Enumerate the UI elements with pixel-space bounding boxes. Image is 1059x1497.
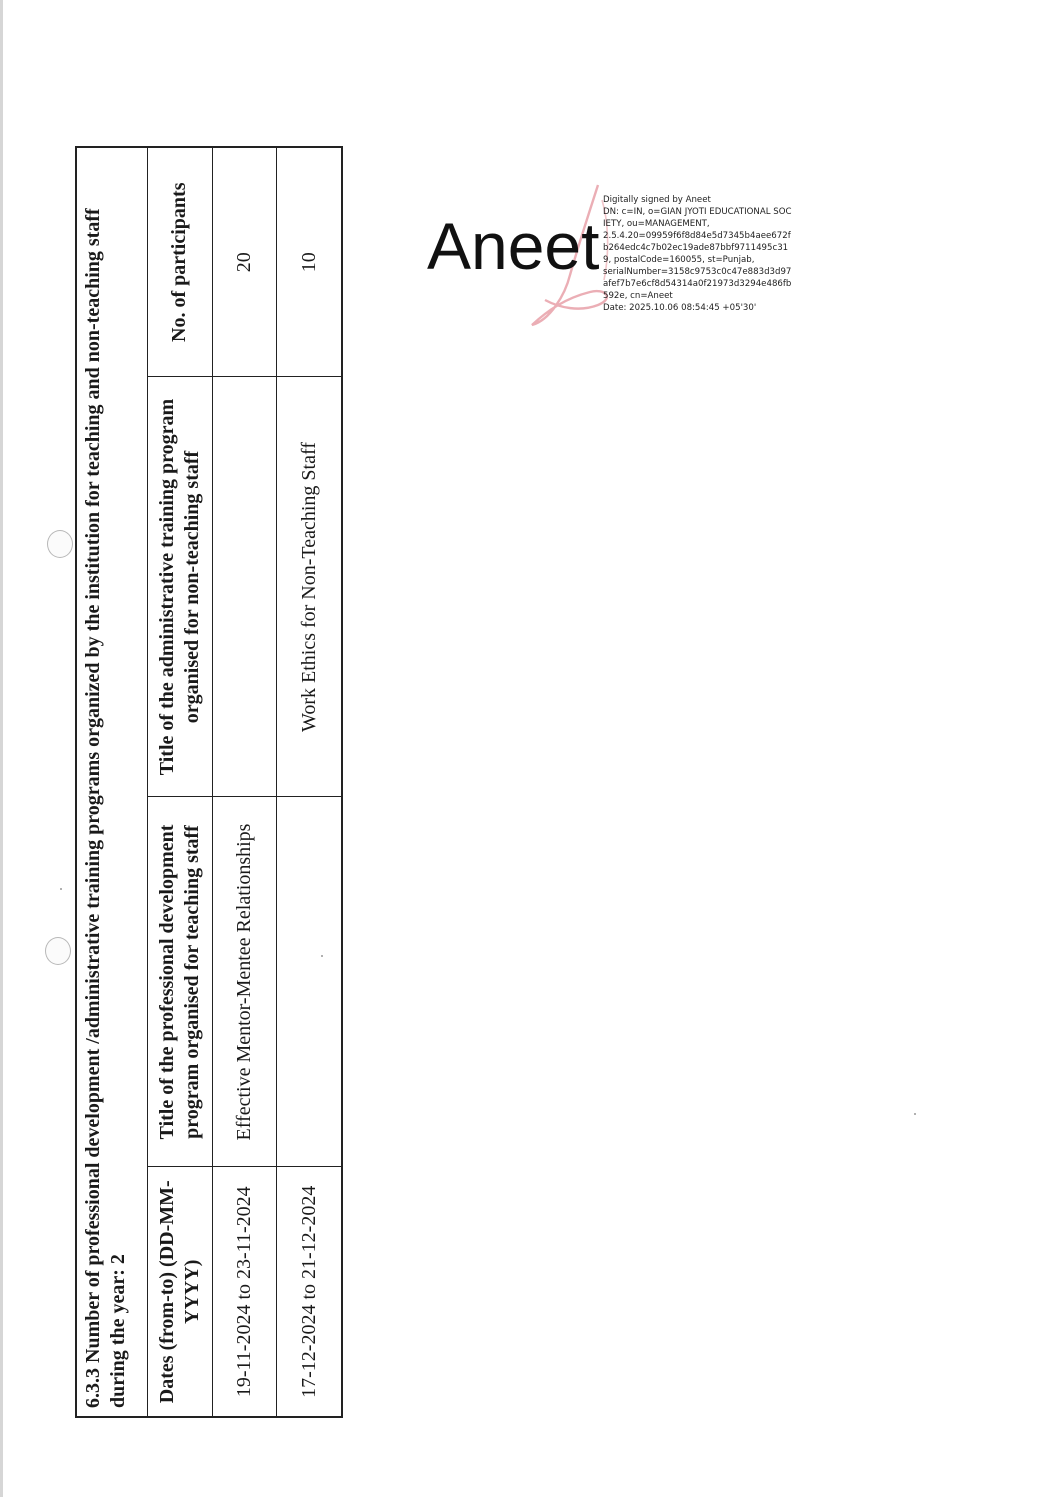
column-header-participants: No. of participants xyxy=(147,147,212,377)
cell-admin-program: Work Ethics for Non-Teaching Staff xyxy=(277,377,342,797)
table-row xyxy=(212,147,277,1417)
punch-hole xyxy=(45,937,71,965)
page-edge xyxy=(0,0,3,1497)
signature-name: Aneet xyxy=(427,209,600,283)
cell-participants: 20 xyxy=(212,147,277,377)
cell-dates: 19-11-2024 to 23-11-2024 xyxy=(212,1167,277,1417)
signature-line: Digitally signed by Aneet xyxy=(603,195,711,205)
table-row xyxy=(277,147,342,1417)
signature-details xyxy=(603,194,793,314)
table-heading xyxy=(76,147,147,1417)
cell-participants: 10 xyxy=(277,147,342,377)
signature-line: DN: c=IN, o=GIAN JYOTI EDUCATIONAL SOCIETY, ou=MANAGEMENT, xyxy=(603,207,792,229)
signature-line: Date: 2025.10.06 08:54:45 +05'30' xyxy=(603,303,757,313)
cell-teaching-program xyxy=(277,797,342,1167)
signature-line: 2.5.4.20=09959f6f8d84e5d7345b4aee672fb264edc4c7b02ec19ade87bbf9711495c319, postalCode=160055, st=Punjab, xyxy=(603,231,791,265)
scan-speck xyxy=(60,888,62,890)
heading-text: 6.3.3 Number of professional development /administrative training programs organized by the institution for teaching and non-teaching staff during the year: 2 xyxy=(82,208,129,1408)
punch-hole xyxy=(47,530,73,558)
rotated-table-block xyxy=(75,148,343,1418)
column-header-dates: Dates (from-to) (DD-MM-YYYY) xyxy=(147,1167,212,1417)
signature-line: serialNumber=3158c9753c0c47e883d3d97afef7b7e6cf8d54314a0f21973d3294e486fb592e, cn=Aneet xyxy=(603,267,792,301)
cell-dates: 17-12-2024 to 21-12-2024 xyxy=(277,1167,342,1417)
column-header-admin-program: Title of the administrative training program organised for non-teaching staff xyxy=(147,377,212,797)
header-row xyxy=(147,147,212,1417)
column-header-teaching-program: Title of the professional development program organised for teaching staff xyxy=(147,797,212,1167)
cell-teaching-program: Effective Mentor-Mentee Relationships xyxy=(212,797,277,1167)
scan-speck xyxy=(914,1113,916,1115)
cell-admin-program xyxy=(212,377,277,797)
training-programs-table xyxy=(75,146,343,1418)
